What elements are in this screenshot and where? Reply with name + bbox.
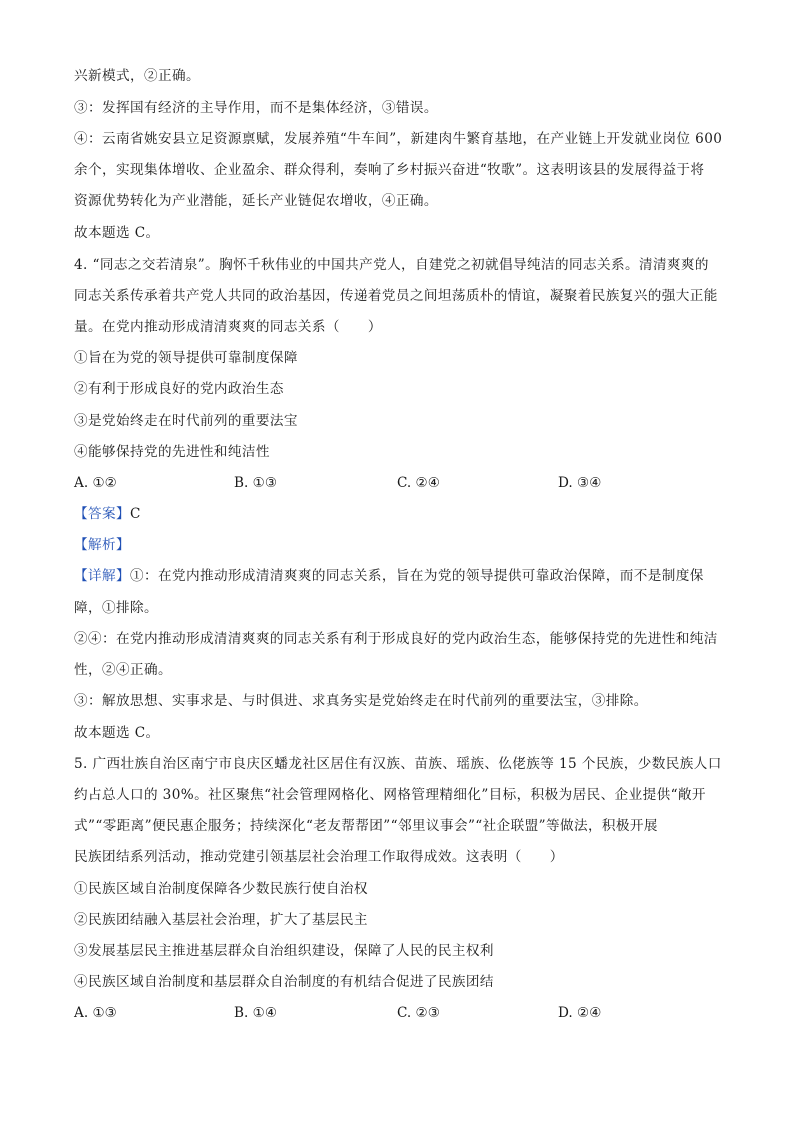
question-5-statement: ③发展基层民主推进基层群众自治组织建设，保障了人民的民主权利 [74,943,494,959]
question-5-stem: 约占总人口的 30%。社区聚焦“社会管理网格化、网格管理精细化”目标，积极为居民、企业提供“敞开 [74,787,706,803]
detail-label: 【详解】 [74,568,130,584]
question-4-statement: ①旨在为党的领导提供可靠制度保障 [74,350,298,366]
question-4-option-d: D. ③④ [558,475,602,491]
question-4-option-a: A. ①② [74,475,117,491]
text-line: 障，①排除。 [74,600,158,616]
question-5-statement: ④民族区域自治制度和基层群众自治制度的有机结合促进了民族团结 [74,974,494,990]
question-5-option-a: A. ①③ [74,1005,117,1021]
question-4-stem: 4. “同志之交若清泉”。胸怀千秋伟业的中国共产党人，自建党之初就倡导纯洁的同志关系。清清爽爽的 [74,257,709,273]
text-line: 故本题选 C。 [74,225,160,241]
analysis-line [74,536,724,554]
answer-line [74,505,724,523]
question-4-statement: ③是党始终走在时代前列的重要法宝 [74,413,298,429]
question-5-statement: ②民族团结融入基层社会治理，扩大了基层民主 [74,912,368,928]
text-line: ②④：在党内推动形成清清爽爽的同志关系有利于形成良好的党内政治生态，能够保持党的先进性和纯洁 [74,631,718,647]
text-line: 兴新模式，②正确。 [74,68,200,84]
question-4-statement: ④能够保持党的先进性和纯洁性 [74,444,270,460]
question-4-stem: 同志关系传承着共产党人共同的政治基因，传递着党员之间坦荡质朴的情谊，凝聚着民族复兴的强大正能 [74,288,718,304]
question-5-option-c: C. ②③ [397,1005,440,1021]
answer-value: C [129,506,141,522]
question-5-stem: 民族团结系列活动，推动党建引领基层社会治理工作取得成效。这表明（ ） [74,849,564,865]
question-4-option-b: B. ①③ [234,475,278,491]
text-line: ③：解放思想、实事求是、与时俱进、求真务实是党始终走在时代前列的重要法宝，③排除。 [74,693,648,709]
answer-label: 【答案】 [74,506,130,522]
question-4-stem: 量。在党内推动形成清清爽爽的同志关系（ ） [74,319,382,335]
question-5-statement: ①民族区域自治制度保障各少数民族行使自治权 [74,881,368,897]
detail-line [74,567,724,585]
text-line: 资源优势转化为产业潜能，延长产业链促农增收，④正确。 [74,193,438,209]
question-4-statement: ②有利于形成良好的党内政治生态 [74,381,284,397]
question-4-option-c: C. ②④ [397,475,440,491]
text-line: ④：云南省姚安县立足资源禀赋，发展养殖“牛车间”，新建肉牛繁育基地，在产业链上开发就业岗位 600 [74,131,723,147]
question-5-stem: 5. 广西壮族自治区南宁市良庆区蟠龙社区居住有汉族、苗族、瑶族、仫佬族等 15 个民族，少数民族人口 [74,756,722,772]
analysis-label: 【解析】 [74,537,130,553]
text-line: 余个，实现集体增收、企业盈余、群众得利，奏响了乡村振兴奋进“牧歌”。这表明该县的发展得益于将 [74,162,705,178]
text-line: 故本题选 C。 [74,725,160,741]
question-5-option-d: D. ②④ [558,1005,602,1021]
question-5-stem: 式”“零距离”便民惠企服务；持续深化“老友帮帮团”“邻里议事会”“社企联盟”等做法，积极开展 [74,818,658,834]
text-line: 性，②④正确。 [74,662,172,678]
text-line: ③：发挥国有经济的主导作用，而不是集体经济，③错误。 [74,100,438,116]
detail-text: ①：在党内推动形成清清爽爽的同志关系，旨在为党的领导提供可靠政治保障，而不是制度保 [129,568,704,584]
question-5-option-b: B. ①④ [234,1005,278,1021]
